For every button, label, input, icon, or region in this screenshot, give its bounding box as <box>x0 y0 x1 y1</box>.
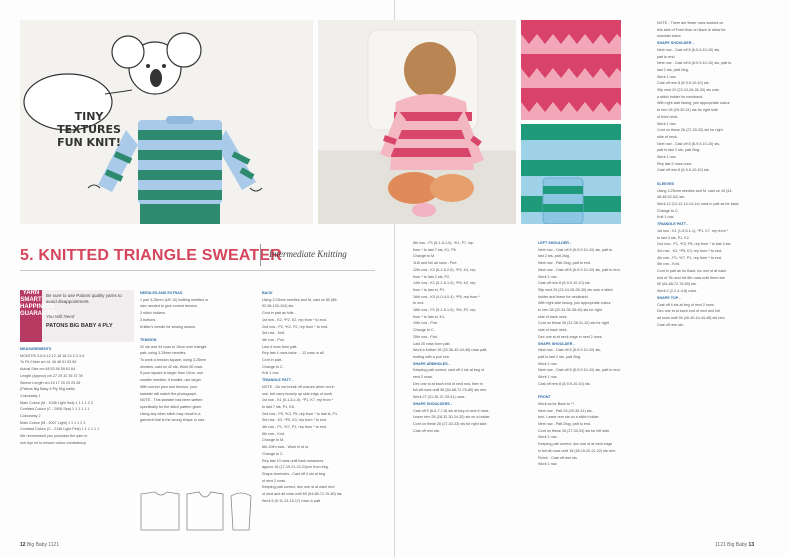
text-line: Rep last 4 rows twice ... 12 rows in all. <box>262 351 325 356</box>
sleeves-column <box>657 20 777 328</box>
text-line: SHAPE ARMHOLES - <box>413 361 450 366</box>
text-line: from * to last st, K1. <box>413 314 446 319</box>
text-line: Work as for Back to ** . <box>538 401 577 406</box>
text-line: Contrast Colour (C - 2146 Light Pink) 1 1 1 1 1 1 <box>20 427 100 432</box>
skill-level: Intermediate Knitting <box>269 249 347 259</box>
page-number-right: 13 <box>748 542 755 548</box>
text-line: NOTE - There are fewer rows worked on <box>657 21 724 25</box>
text-line: in foll alt rows until 16 (18-19-20-21-22) sts rem. <box>538 448 617 453</box>
needles-tension-column <box>140 290 252 424</box>
text-line: 5th row - Knit. <box>262 431 285 436</box>
text-line: 5th row - Knit. <box>657 262 680 267</box>
text-line: size needed to give correct tension. <box>140 304 199 309</box>
text-line: Next row - Cast off 8 (8-9-9-10-10) sts, patt to end. <box>538 267 621 272</box>
page-title: 5. KNITTED TRIANGLE SWEATER <box>20 247 282 264</box>
text-line: Rep last 2 rows once. <box>657 161 693 166</box>
text-line: 3rd row - Knit. <box>262 331 285 336</box>
text-line: Cont in patt as for Back, inc one st at each <box>657 269 727 274</box>
text-line: Next row - Patt 2tog, patt to end. <box>538 421 592 426</box>
text-line: Keeping patt correct, dec one st at each end <box>262 485 335 490</box>
text-line: Cast off rem 8 (8-9-9-10-10) sts. <box>538 281 591 286</box>
text-line: side of back neck. <box>538 328 568 333</box>
text-line: of next 2 rows. <box>262 478 286 483</box>
speech-line-2: FUN KNIT! <box>57 136 121 149</box>
text-line: Keeping patt correct, cast off 4 sts at beg of <box>413 368 485 373</box>
text-line: Length (approx) cm 27 29 32 35 37 39 <box>20 373 83 378</box>
text-line: With right side facing, join appropriate colour <box>657 101 730 106</box>
badge-line: HAPPINESS <box>20 304 55 310</box>
text-line: Contrast Colour (C - 2006 Sea) 1 1 1 1 1 1 <box>20 407 90 412</box>
text-line: TRIANGLE PATT - <box>657 222 689 227</box>
text-line: 32 sts and 44 rows to 10cm over triangle <box>140 344 207 349</box>
text-line: Slip next 20 (22-24-26-28-30) sts onto <box>657 88 720 93</box>
text-line: 1st row - K1 (1-5-5-1-1), *P1, K7, rep from * <box>657 228 729 233</box>
text-line: We recommend you purchase the yarn in <box>20 434 88 439</box>
text-line: Next row - Cast off 8 (8-9-9-10-10) sts, <box>657 47 721 52</box>
text-line: 6th-10th rows - Work in st st. <box>262 445 309 450</box>
text-line: Knitter's needle for sewing seams. <box>140 324 197 329</box>
text-line: Work 27 (31-35-37-39-41) rows. <box>413 395 466 400</box>
text-line: Dec one st at neck edge in next 2 rows. <box>538 334 603 339</box>
text-line: Cont on these 28 (31-38-31-32) sts for right <box>538 321 609 326</box>
text-line: LEFT SHOULDER - <box>538 241 572 245</box>
text-line: SLEEVES <box>657 181 675 186</box>
yarn-smart-text: Be sure to use Patons quality yarns to avoid disappointment. <box>46 293 122 304</box>
baby-photo <box>318 20 516 224</box>
shoulder-front-column <box>538 240 658 468</box>
text-line: MEASUREMENTS <box>20 347 52 351</box>
text-line: Dec one st at each end of next row, then in <box>413 381 483 386</box>
text-line: Work 1 row. <box>538 375 558 380</box>
back-instructions-column <box>262 290 380 505</box>
text-line: Cont on these 26 (27-30-33) sts for left side. <box>538 428 611 433</box>
text-line: 14th row - K1 (5-1-5-1-5), *P6, K2, rep <box>413 281 476 286</box>
text-line: Main Colour (M - 2007 Light) 1 1 1 1 2 2 <box>20 420 86 425</box>
text-line: Work 1 row. <box>538 274 558 279</box>
text-line: Next row - Patt 2tog, patt to end. <box>538 261 592 266</box>
text-line: to last 3 sts, P1, K2. <box>657 235 690 240</box>
text-line: Change to C. <box>657 208 679 213</box>
text-line: Next row - Patt 26 (29-30-31) sts, <box>538 408 593 413</box>
text-line: Cont in patt. <box>262 358 282 363</box>
text-line: 2nd row - P1, *K3, P5, rep from * to last 3 sts. <box>657 242 732 247</box>
baby-illustration <box>318 20 516 224</box>
text-line: specifically for the stitch pattern given. <box>140 404 203 409</box>
text-line: 12th row - K2 (6-2-6-2-6), *P4, K4, rep <box>413 267 476 272</box>
text-line: last 2 sts, patt 2tog. <box>538 254 570 259</box>
text-line: of next and alt rows until 60 (64-68-72-76-80) sts. <box>262 492 343 497</box>
text-line: SHAPE SHOULDER - <box>538 341 575 346</box>
text-line: Change to M. <box>413 254 436 259</box>
text-line: Dec one st at each end of next and foll <box>657 309 720 314</box>
text-line: foll alt rows until 56 (64-68-72-76-80) sts rem. <box>413 388 488 393</box>
text-line: Main Colour (M - 1048 Light Sea) 1 1 1 1 2 2 <box>20 400 93 405</box>
text-line: from * to last st, P1. <box>413 287 446 292</box>
text-line: Work 1 row. <box>657 121 677 126</box>
text-line: BACK <box>262 291 273 295</box>
text-line: Cont in patt as folls - <box>262 311 296 316</box>
text-line: Next row - Cast off 8 (8-9-9-10-10) sts, patt to <box>538 247 613 252</box>
back-cont-column <box>413 240 531 434</box>
text-line: patt to end. <box>657 54 676 59</box>
text-line: 4th row - P1, *K7, P1, rep from * to end. <box>262 425 327 430</box>
text-line: Using 3.25mm needles and M, cast on 80 (88- <box>262 297 338 302</box>
text-line: Knit 1 row. <box>262 371 280 376</box>
folio-left-text: Big Baby 1121 <box>26 542 60 548</box>
badge-line: YARN <box>22 290 40 296</box>
text-line: 20th row - Purl. <box>413 334 439 339</box>
text-line: Shape Armholes - Cast off 4 sts at beg <box>262 471 326 476</box>
text-line: Next row - Cast off 8 (8-9-9-10-10) sts, patt to <box>657 61 732 66</box>
you-will-need-label: You Will Need <box>46 314 75 319</box>
title-divider <box>20 270 375 271</box>
green-swatch-illustration <box>521 124 621 224</box>
text-line: a stitch holder for neckband. <box>657 94 704 99</box>
text-line: 1st row - K1 (5-1-5-1-5), *P1, K7, rep from * <box>262 398 334 403</box>
text-line: Rep last 10 rows until back measures <box>262 458 324 463</box>
text-line: 1st row - K2, *P2, K2, rep from * to end. <box>262 317 327 322</box>
text-line: Work 12 (12-12-14-14-14) rows in patt as for back. <box>657 201 740 206</box>
folio-right-text: 1121 Big Baby <box>715 542 748 548</box>
text-line: SHAPE SHOULDER - <box>657 41 694 46</box>
text-line: Knit 1 row. <box>657 215 675 220</box>
text-line: Next row - Cast off 8 (8-9-9-10-10) sts, <box>538 348 602 353</box>
text-line: Colourway 2 <box>20 414 41 419</box>
page-number-left: 12 <box>20 542 26 548</box>
text-line: to rem 26 (29-30-31) sts for right side <box>657 108 718 113</box>
text-line: side of neck. <box>657 134 678 139</box>
text-line: To work a tension square, using 3.25mm <box>140 358 207 363</box>
text-line: 4th row - Purl. <box>262 337 285 342</box>
text-line: use, but carry loosely up side edge of work. <box>262 391 333 396</box>
text-line: 60 (64-68-72-76-80) sts. <box>657 282 697 287</box>
text-line: NEEDLES AND EXTRAS <box>140 291 183 295</box>
text-line: Slip next 20 (22-24-26-28-30) sts onto a stitch <box>538 287 613 292</box>
text-line: Work 1 row. <box>538 361 558 366</box>
text-line: Work 1 row. <box>657 74 677 79</box>
text-line: of front neck. <box>657 114 679 119</box>
text-line: sweater will match the photograph. <box>140 391 197 396</box>
folio-right <box>715 542 754 548</box>
text-line: ending with a purl row. <box>413 354 450 359</box>
text-line: to rem 28 (32-34-36-38-40) sts for right <box>538 308 602 313</box>
text-line: 3 stitch holders. <box>140 311 166 316</box>
yarn-smart-badge <box>20 290 59 342</box>
text-line: 3rd row - K3, *P5, K3, rep from * to end. <box>657 248 723 253</box>
text-line: 48-48-52-52) sts. <box>657 195 686 200</box>
text-line: Cast off rem 8 (8-9-9-10-10) sts. <box>657 81 710 86</box>
text-line: 92-96-100-104) sts. <box>262 304 295 309</box>
text-line: Cast off rem sts. <box>413 428 440 433</box>
text-line: 3 buttons. <box>140 317 157 322</box>
text-line: from * to last 2 sts, P2. <box>413 274 451 279</box>
text-line: Change to C. <box>262 451 284 456</box>
badge-line: SMART <box>20 297 42 303</box>
text-line: patt, using 3.25mm needles. <box>140 351 187 356</box>
text-line: FRONT <box>538 395 551 400</box>
text-line: end of 7th and foll 6th rows until there are <box>657 275 725 280</box>
text-line: approx 16 (17-19-21-22-24)cm from beg. <box>262 465 329 470</box>
text-line: Cast off rem sts. <box>657 322 684 327</box>
text-line: Work 1 row. <box>538 435 558 440</box>
sweater-photo <box>20 20 313 224</box>
text-line: Work 1 row. <box>538 462 558 467</box>
pink-swatch-illustration <box>521 20 621 120</box>
speech-line-1: TINY TEXTURES <box>57 110 121 136</box>
text-line: from * to last 7 sts, K1, P6. <box>413 247 457 252</box>
text-line: NOTE - Do not break off colours when not in <box>262 384 335 389</box>
badge-line: GUARANTEE <box>20 311 59 317</box>
text-line: Last 4 rows form patt. <box>262 344 298 349</box>
text-line: Next row - Cast off 8 (8-9-9-10-10) sts, <box>657 141 721 146</box>
text-line: Change to C. <box>262 364 284 369</box>
yarn-name: PATONS BIG BABY 4 PLY <box>46 323 113 329</box>
text-line: needles, cast on 42 sts. Work 60 rows. <box>140 364 204 369</box>
text-line: 2nd row - P2, *K2, P2, rep from * to end. <box>262 324 328 329</box>
text-line: 3rd row - K3, *P5, K3, rep from * to end. <box>262 418 328 423</box>
text-line: Next row - Cast off 8 (8-9-9-10-10) sts, patt to end. <box>538 368 621 373</box>
text-line: MONTHS 3-6 6-12 12-18 18-24 2-3 3-4 <box>20 353 85 358</box>
text-line: Work 2 (2-2-4-4-6) rows. <box>657 289 698 294</box>
text-line: Change to C. <box>413 328 435 333</box>
text-line: 2nd row - P5, *K3, P5, rep from * to last st, P1. <box>262 411 339 416</box>
text-line: If your square is larger than 10cm, use <box>140 371 203 376</box>
text-line: 6th row - P1 (5-1-5-1-5), *K1, P7, rep <box>413 241 474 245</box>
text-line: Leave rem 26 (28-32-30-34-32) sts on a holder. <box>413 415 491 420</box>
text-line: garment that is the wrong shape or size. <box>140 418 206 423</box>
text-line: shoulder band. <box>657 34 682 39</box>
text-line: Last 20 rows form patt. <box>413 341 451 346</box>
text-line: patt to last 2 sts, patt 2tog. <box>657 148 701 153</box>
text-line: Change to M. <box>262 438 285 443</box>
text-line: TENSION <box>140 337 157 342</box>
text-line: Work 1 row. <box>657 155 677 160</box>
text-line <box>538 387 658 394</box>
text-line: Sleeve Length cm 15 17 20 23 25 28 <box>20 380 81 385</box>
text-line: this side of Front than on Back to allow for <box>657 27 726 32</box>
text-line: 18th row - P1 (5-1-5-1-5), *K6, P2, rep <box>413 308 476 313</box>
text-line: alt rows until 36 (40-40-44-44-48) sts rem. <box>657 315 726 320</box>
text-line <box>657 174 777 181</box>
text-line: one dye lot to ensure colour consistency. <box>20 440 87 445</box>
swatch-photo-green <box>521 124 621 224</box>
text-line: Keeping patt correct, dec one st at neck edge <box>538 442 613 447</box>
text-line: next 2 rows. <box>413 375 433 380</box>
text-line: Cont on these 26 (27-30-33) sts for right <box>657 128 723 133</box>
garment-schematic <box>135 490 255 535</box>
text-line: With correct yarn and tension, your <box>140 384 198 389</box>
text-line: holder and leave for neckband. <box>538 294 589 299</box>
text-line: Using 3.25mm needles and M, cast on 44 (44- <box>657 188 733 193</box>
text-line: Finish - Cast off rem sts. <box>538 455 578 460</box>
speech-bubble-text <box>50 110 128 149</box>
text-line: (Patons Big Baby 4 Ply 50g balls) <box>20 387 75 392</box>
text-line: Actual Size cm 48 53 56 59 61 64 <box>20 367 76 372</box>
text-line: Cast off rem 8 (8-9-9-10-10) sts. <box>538 381 591 386</box>
text-line: TRIANGLE PATT - <box>262 378 294 383</box>
text-line: smaller needles; if smaller, use larger. <box>140 378 202 383</box>
text-line: patt to last 2 sts, patt 2tog. <box>538 354 582 359</box>
text-line: to last 7 sts, P1, K6. <box>262 404 295 409</box>
text-line: SHAPE SHOULDERS - <box>413 401 453 406</box>
swatch-photo-pink <box>521 20 621 120</box>
text-line: turn. Leave rem sts on a stitch holder. <box>538 415 600 420</box>
text-line: 11th and foll alt rows - Purl. <box>413 261 458 266</box>
text-line: Cast off rem 8 (8-9-9-10-10) sts. <box>657 168 710 173</box>
text-line: side of back neck. <box>538 314 568 319</box>
text-line: to end. <box>413 301 425 306</box>
text-line: Using any other stitch may result in a <box>140 411 201 416</box>
yarn-smart-box <box>20 290 134 342</box>
text-line: To Fit Chest cm 41 46 48 51 53 56 <box>20 360 77 365</box>
text-line: 19th row - Purl. <box>413 321 439 326</box>
text-line: NOTE - This sweater has been written <box>140 398 203 403</box>
text-line: 4th row - P1, *K7, P1, rep from * to end. <box>657 255 722 260</box>
text-line: Cont on these 26 (27-30-33) sts for right side. <box>413 421 488 426</box>
measurements-column <box>20 346 132 447</box>
text-line: SHAPE TOP - <box>657 295 681 300</box>
folio-left <box>20 542 59 548</box>
skill-level-box <box>260 244 377 266</box>
text-line: last 2 sts, patt 2tog. <box>657 67 689 72</box>
text-line: Colourway 1 <box>20 393 41 398</box>
text-line: With right side facing, join appropriate colour <box>538 301 611 306</box>
text-line: 16th row - K0 (4-0-4-0-4), *P8, rep from * <box>413 294 480 299</box>
text-line: Cast off 4 sts at beg of next 2 rows. <box>657 302 715 307</box>
text-line: Work 5 (9-11-13-15-17) rows in patt. <box>262 498 322 503</box>
text-line: Work a further 26 (32-36-40-44-48) rows patt, <box>413 348 488 353</box>
text-line: 1 pair 3.25mm (UK 10) knitting needles or <box>140 297 209 302</box>
text-line: Cast off 5 (6-6-7-7-8) sts at beg of next 6 rows. <box>413 408 490 413</box>
text-line <box>140 330 252 337</box>
pattern-header <box>20 242 375 272</box>
